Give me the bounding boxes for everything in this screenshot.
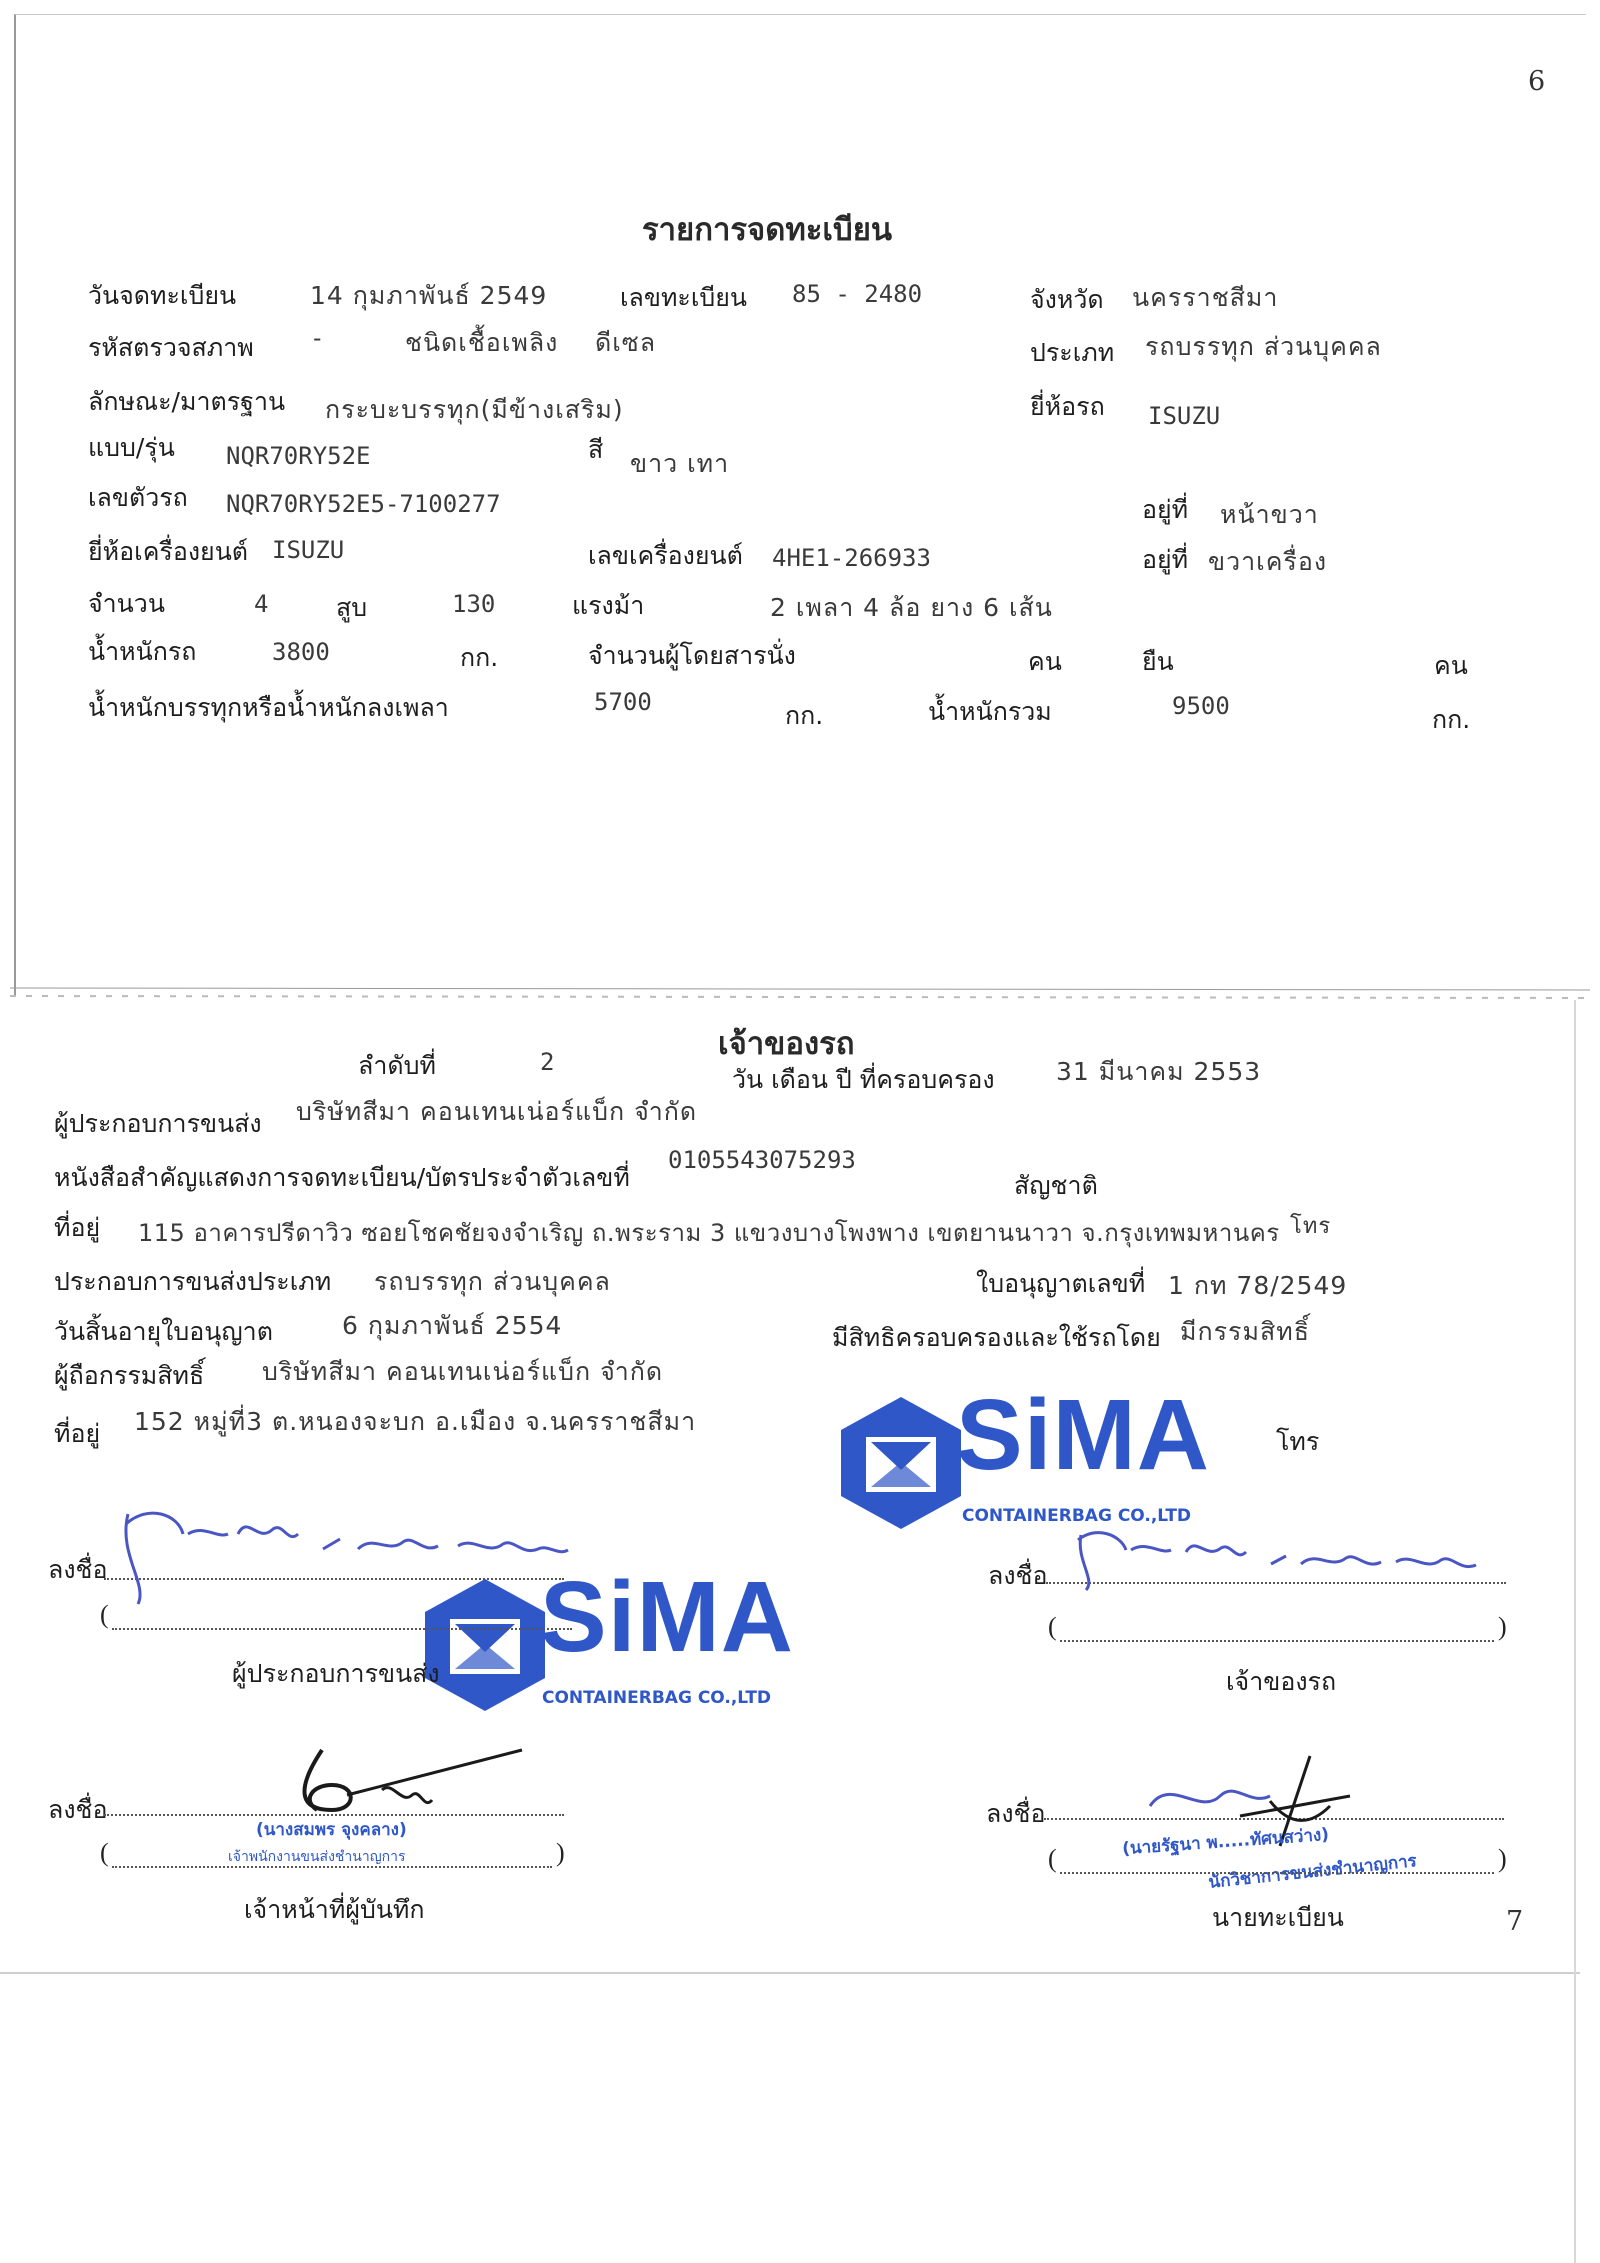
- license-label: ใบอนุญาตเลขที่: [976, 1269, 1146, 1298]
- model-value: NQR70RY52E: [226, 442, 371, 470]
- paren-close-registrar: ): [1498, 1844, 1507, 1873]
- possess-date-label: วัน เดือน ปี ที่ครอบครอง: [732, 1065, 995, 1094]
- kg-unit-3: กก.: [1432, 705, 1471, 734]
- engine-brand-value: ISUZU: [272, 536, 345, 564]
- right-value: มีกรรมสิทธิ์: [1180, 1317, 1310, 1346]
- style-value: กระบะบรรทุก(มีข้างเสริม): [325, 395, 624, 424]
- sima-logo-icon: [836, 1392, 966, 1532]
- possess-date-value: 31 มีนาคม 2553: [1056, 1057, 1262, 1086]
- registration-title: รายการจดทะเบียน: [642, 212, 893, 248]
- company-stamp-brand-left: SiMA: [540, 1561, 794, 1673]
- owner-role: เจ้าของรถ: [1226, 1667, 1337, 1696]
- engine-no-label: เลขเครื่องยนต์: [588, 541, 743, 570]
- inspect-code-value: -: [310, 324, 325, 352]
- chassis-location-value: หน้าขวา: [1220, 500, 1319, 529]
- operator-label: ผู้ประกอบการขนส่ง: [54, 1109, 262, 1138]
- license-value: 1 กท 78/2549: [1168, 1271, 1348, 1300]
- province-label: จังหวัด: [1030, 285, 1104, 314]
- seats-label: จำนวนผู้โดยสารนั่ง: [588, 641, 796, 670]
- axle-value: 2 เพลา 4 ล้อ ยาง 6 เส้น: [770, 593, 1053, 622]
- company-stamp-brand-right: SiMA: [956, 1379, 1210, 1491]
- count-label: จำนวน: [88, 589, 165, 618]
- name-line-officer: [112, 1866, 552, 1868]
- chassis-value: NQR70RY52E5-7100277: [226, 490, 501, 518]
- kg-unit-1: กก.: [460, 643, 499, 672]
- operator-value: บริษัทสีมา คอนเทนเน่อร์แบ็ก จำกัด: [296, 1097, 698, 1126]
- reg-date-label: วันจดทะเบียน: [88, 281, 237, 310]
- paren-open-owner: (: [1048, 1612, 1057, 1641]
- reg-date-value: 14 กุมภาพันธ์ 2549: [310, 281, 548, 310]
- registrar-stamp-title: นักวิชาการขนส่งชำนาญการ: [1207, 1851, 1418, 1893]
- engine-location-label: อยู่ที่: [1142, 545, 1189, 574]
- engine-brand-label: ยี่ห้อเครื่องยนต์: [88, 537, 249, 566]
- weight-label: น้ำหนักรถ: [88, 637, 197, 666]
- engine-location-value: ขวาเครื่อง: [1208, 547, 1328, 576]
- total-weight-label: น้ำหนักรวม: [928, 697, 1052, 726]
- doc-value: 0105543075293: [668, 1146, 856, 1174]
- kg-unit-2: กก.: [785, 701, 824, 730]
- sheet-bottom-edge: [0, 1972, 1580, 1974]
- cc-value: 130: [452, 590, 496, 618]
- sign-label-officer: ลงชื่อ: [48, 1795, 108, 1824]
- expire-value: 6 กุมภาพันธ์ 2554: [342, 1311, 563, 1340]
- owner-title: เจ้าของรถ: [718, 1026, 855, 1062]
- company-stamp-sub-right: CONTAINERBAG CO.,LTD: [962, 1506, 1192, 1526]
- chassis-label: เลขตัวรถ: [88, 483, 188, 512]
- horsepower-label: แรงม้า: [572, 591, 645, 620]
- total-weight-value: 9500: [1172, 692, 1230, 720]
- type-label: ประเภท: [1030, 338, 1115, 367]
- name-line-operator: [112, 1628, 572, 1630]
- fuel-value: ดีเซล: [595, 328, 657, 357]
- officer-stamp-title: เจ้าพนักงานขนส่งชำนาญการ: [228, 1849, 406, 1865]
- page-number-top: 6: [1528, 66, 1546, 97]
- registrar-stamp-name: (นายรัฐนา พ.....ทัศนสว่าง): [1121, 1824, 1330, 1860]
- phone-label-2: โทร: [1276, 1427, 1320, 1456]
- holder-label: ผู้ถือกรรมสิทธิ์: [54, 1361, 205, 1390]
- chassis-location-label: อยู่ที่: [1142, 495, 1189, 524]
- biz-type-label: ประกอบการขนส่งประเภท: [54, 1267, 332, 1296]
- operator-signature: [108, 1494, 628, 1614]
- expire-label: วันสิ้นอายุใบอนุญาต: [54, 1317, 273, 1346]
- sheet-fold-edge: [0, 986, 1600, 1006]
- owner-signature: [1066, 1520, 1506, 1600]
- company-stamp-sub-left: CONTAINERBAG CO.,LTD: [542, 1688, 772, 1708]
- color-value: ขาว เทา: [630, 449, 730, 478]
- style-label: ลักษณะ/มาตรฐาน: [88, 387, 286, 416]
- sign-label-registrar: ลงชื่อ: [986, 1799, 1046, 1828]
- biz-type-value: รถบรรทุก ส่วนบุคคล: [374, 1267, 611, 1296]
- address-label: ที่อยู่: [54, 1213, 101, 1242]
- brand-value: ISUZU: [1148, 402, 1221, 430]
- inspect-code-label: รหัสตรวจสภาพ: [88, 333, 254, 362]
- person-unit-1: คน: [1028, 647, 1062, 676]
- reg-no-value: 85 - 2480: [792, 280, 923, 308]
- load-value: 5700: [594, 688, 652, 716]
- operator-role: ผู้ประกอบการขนส่ง: [232, 1659, 440, 1688]
- sign-label-owner: ลงชื่อ: [988, 1561, 1048, 1590]
- company-stamp-right: [836, 1379, 1236, 1532]
- order-value: 2: [540, 1048, 555, 1076]
- paren-close-owner: ): [1498, 1612, 1507, 1641]
- phone-label-1: โทร: [1290, 1214, 1332, 1239]
- paren-close-officer: ): [556, 1838, 565, 1867]
- paren-open-registrar: (: [1048, 1844, 1057, 1873]
- weight-value: 3800: [272, 638, 330, 666]
- nationality-label: สัญชาติ: [1014, 1171, 1098, 1200]
- person-unit-2: คน: [1434, 651, 1468, 680]
- brand-label: ยี่ห้อรถ: [1030, 392, 1105, 421]
- name-line-owner: [1060, 1640, 1494, 1642]
- stand-label: ยืน: [1142, 647, 1174, 676]
- fuel-label: ชนิดเชื้อเพลิง: [405, 328, 559, 357]
- registrar-role: นายทะเบียน: [1212, 1903, 1344, 1932]
- officer-role: เจ้าหน้าที่ผู้บันทึก: [244, 1895, 425, 1924]
- order-label: ลำดับที่: [358, 1051, 436, 1080]
- sign-label-operator: ลงชื่อ: [48, 1555, 108, 1584]
- model-label: แบบ/รุ่น: [88, 433, 175, 462]
- address-value: 115 อาคารปรีดาวิว ซอยโชคชัยจงจำเริญ ถ.พระราม 3 แขวงบางโพงพาง เขตยานนาวา จ.กรุงเทพมหานคร: [138, 1219, 1280, 1247]
- load-label: น้ำหนักบรรทุกหรือน้ำหนักลงเพลา: [88, 693, 449, 722]
- color-label: สี: [588, 435, 604, 464]
- reg-no-label: เลขทะเบียน: [620, 283, 748, 312]
- address2-value: 152 หมู่ที่3 ต.หนองจะบก อ.เมือง จ.นครราชสีมา: [134, 1407, 697, 1436]
- name-line-registrar: [1060, 1872, 1494, 1874]
- type-value: รถบรรทุก ส่วนบุคคล: [1145, 332, 1382, 361]
- engine-no-value: 4HE1-266933: [772, 544, 931, 572]
- page-number-bottom: 7: [1506, 1906, 1524, 1937]
- province-value: นครราชสีมา: [1132, 283, 1279, 312]
- sheet-right-edge: [1574, 1000, 1576, 2263]
- address2-label: ที่อยู่: [54, 1419, 101, 1448]
- cylinder-label: สูบ: [336, 593, 368, 622]
- paren-open-officer: (: [100, 1838, 109, 1867]
- paren-open-operator: (: [100, 1600, 109, 1629]
- holder-value: บริษัทสีมา คอนเทนเน่อร์แบ็ก จำกัด: [262, 1357, 664, 1386]
- officer-stamp-name: (นางสมพร จุงคลาง): [256, 1820, 407, 1840]
- right-label: มีสิทธิครอบครองและใช้รถโดย: [832, 1323, 1161, 1352]
- count-value: 4: [254, 590, 269, 618]
- doc-label: หนังสือสำคัญแสดงการจดทะเบียน/บัตรประจำตัวเลขที่: [54, 1163, 630, 1192]
